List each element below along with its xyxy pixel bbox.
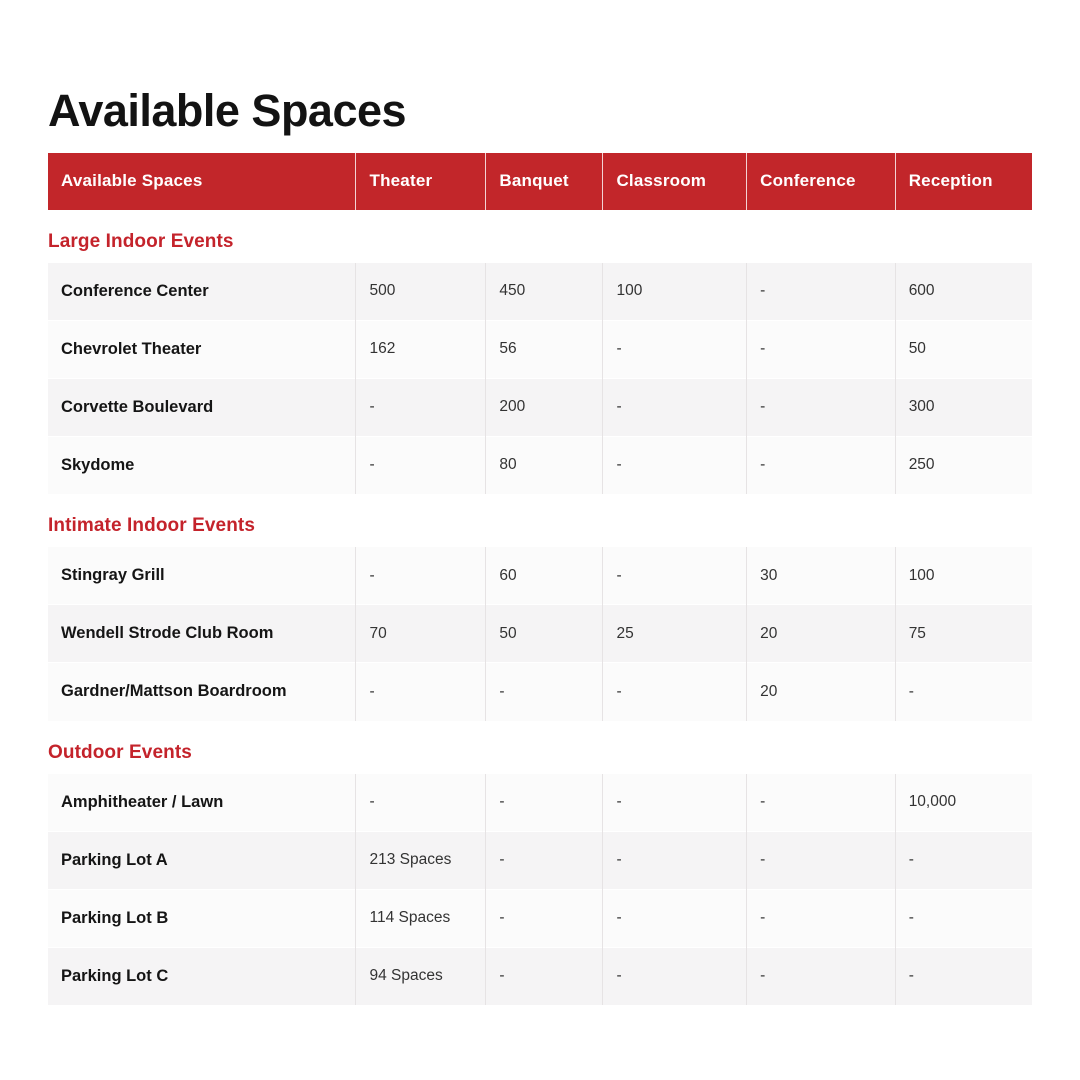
capacity-cell: 50 xyxy=(895,320,1032,378)
capacity-cell: - xyxy=(747,889,896,947)
capacity-cell: 75 xyxy=(895,605,1032,663)
capacity-cell: 20 xyxy=(747,663,896,721)
capacity-cell: 100 xyxy=(603,262,747,320)
available-spaces-table xyxy=(48,153,1032,1006)
capacity-cell: 600 xyxy=(895,262,1032,320)
capacity-cell: 300 xyxy=(895,378,1032,436)
section-heading: Large Indoor Events xyxy=(48,230,234,252)
section-heading-row xyxy=(48,210,1032,263)
capacity-cell: - xyxy=(486,831,603,889)
space-name-cell: Wendell Strode Club Room xyxy=(48,605,356,663)
capacity-cell: - xyxy=(356,547,486,605)
capacity-cell: - xyxy=(356,378,486,436)
space-name-cell: Corvette Boulevard xyxy=(48,378,356,436)
page-title: Available Spaces xyxy=(48,85,407,136)
capacity-cell: - xyxy=(747,378,896,436)
space-name-cell: Parking Lot B xyxy=(48,889,356,947)
capacity-cell: 10,000 xyxy=(895,773,1032,831)
capacity-cell: - xyxy=(486,663,603,721)
capacity-cell: - xyxy=(356,663,486,721)
table-row xyxy=(48,773,1032,831)
space-name-cell: Stingray Grill xyxy=(48,547,356,605)
capacity-cell: 213 Spaces xyxy=(356,831,486,889)
capacity-cell: 100 xyxy=(895,547,1032,605)
capacity-cell: 70 xyxy=(356,605,486,663)
column-header-theater: Theater xyxy=(356,153,486,210)
capacity-cell: 25 xyxy=(603,605,747,663)
section-heading-row xyxy=(48,721,1032,774)
capacity-cell: - xyxy=(603,547,747,605)
capacity-cell: 450 xyxy=(486,262,603,320)
capacity-cell: - xyxy=(603,773,747,831)
table-row xyxy=(48,831,1032,889)
column-header-available-spaces: Available Spaces xyxy=(48,153,356,210)
column-header-reception: Reception xyxy=(895,153,1032,210)
column-header-banquet: Banquet xyxy=(486,153,603,210)
capacity-cell: 162 xyxy=(356,320,486,378)
capacity-cell: 20 xyxy=(747,605,896,663)
section-heading: Outdoor Events xyxy=(48,741,192,763)
table-row xyxy=(48,320,1032,378)
capacity-cell: - xyxy=(895,947,1032,1005)
column-header-conference: Conference xyxy=(747,153,896,210)
capacity-cell: - xyxy=(747,773,896,831)
capacity-cell: - xyxy=(603,947,747,1005)
capacity-cell: - xyxy=(603,436,747,494)
capacity-cell: - xyxy=(486,889,603,947)
space-name-cell: Parking Lot C xyxy=(48,947,356,1005)
capacity-cell: - xyxy=(747,436,896,494)
capacity-cell: - xyxy=(486,947,603,1005)
section-heading-row xyxy=(48,494,1032,547)
capacity-cell: 200 xyxy=(486,378,603,436)
capacity-cell: - xyxy=(356,436,486,494)
table-row xyxy=(48,547,1032,605)
header-row xyxy=(48,153,1032,210)
capacity-cell: - xyxy=(603,378,747,436)
table-row xyxy=(48,436,1032,494)
capacity-cell: 250 xyxy=(895,436,1032,494)
table-header xyxy=(48,153,1032,210)
capacity-cell: 80 xyxy=(486,436,603,494)
space-name-cell: Conference Center xyxy=(48,262,356,320)
capacity-cell: - xyxy=(747,262,896,320)
capacity-cell: 114 Spaces xyxy=(356,889,486,947)
capacity-cell: - xyxy=(747,320,896,378)
space-name-cell: Amphitheater / Lawn xyxy=(48,773,356,831)
table-row xyxy=(48,605,1032,663)
space-name-cell: Gardner/Mattson Boardroom xyxy=(48,663,356,721)
capacity-cell: - xyxy=(603,663,747,721)
capacity-cell: - xyxy=(486,773,603,831)
table-row xyxy=(48,262,1032,320)
capacity-cell: 30 xyxy=(747,547,896,605)
capacity-cell: - xyxy=(356,773,486,831)
capacity-cell: - xyxy=(895,889,1032,947)
section-heading: Intimate Indoor Events xyxy=(48,515,256,536)
capacity-cell: 56 xyxy=(486,320,603,378)
capacity-cell: 50 xyxy=(486,605,603,663)
capacity-cell: - xyxy=(747,831,896,889)
capacity-cell: 94 Spaces xyxy=(356,947,486,1005)
table-row xyxy=(48,889,1032,947)
table-row xyxy=(48,378,1032,436)
capacity-cell: 500 xyxy=(356,262,486,320)
capacity-cell: - xyxy=(747,947,896,1005)
capacity-cell: - xyxy=(603,320,747,378)
capacity-cell: - xyxy=(603,889,747,947)
capacity-cell: - xyxy=(895,831,1032,889)
capacity-cell: 60 xyxy=(486,547,603,605)
space-name-cell: Parking Lot A xyxy=(48,831,356,889)
capacity-cell: - xyxy=(603,831,747,889)
table-row xyxy=(48,947,1032,1005)
capacity-cell: - xyxy=(895,663,1032,721)
space-name-cell: Skydome xyxy=(48,436,356,494)
table-body xyxy=(48,210,1032,1006)
table-row xyxy=(48,663,1032,721)
space-name-cell: Chevrolet Theater xyxy=(48,320,356,378)
column-header-classroom: Classroom xyxy=(603,153,747,210)
